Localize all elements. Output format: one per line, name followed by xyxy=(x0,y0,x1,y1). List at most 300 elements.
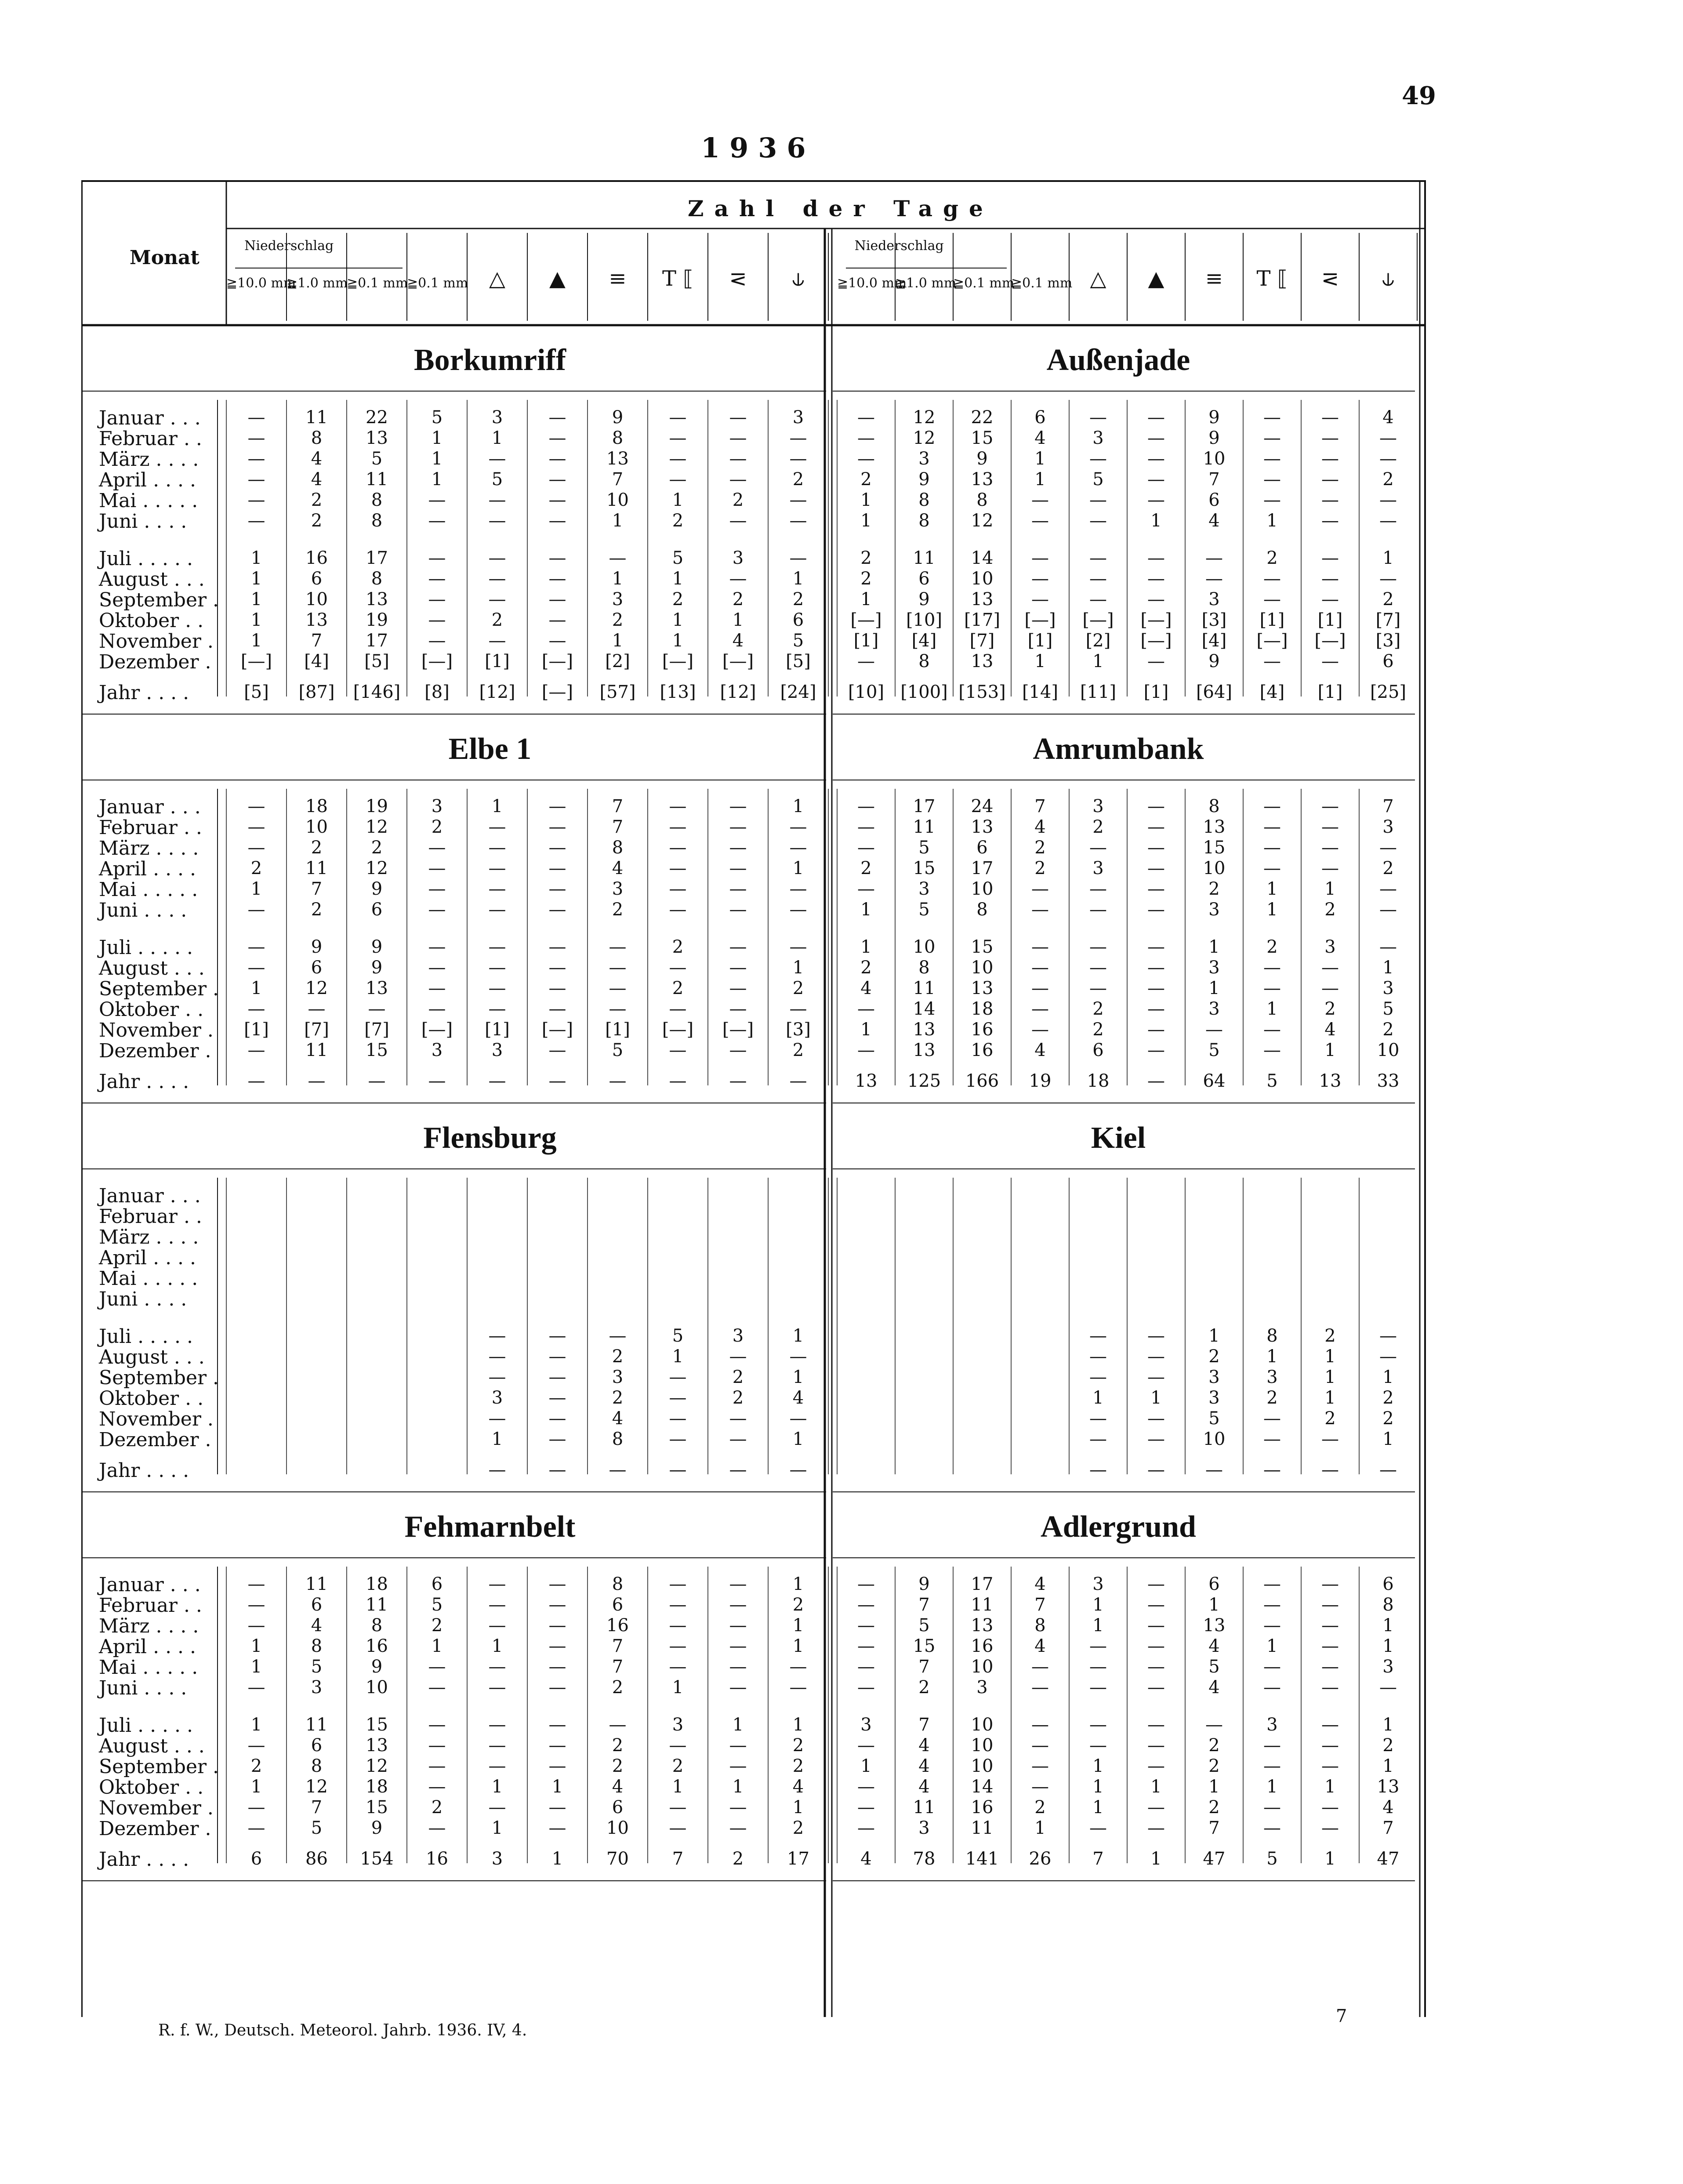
table-cell: 1 xyxy=(491,1636,503,1656)
table-cell: [1] xyxy=(244,1019,269,1040)
table-cell: — xyxy=(729,449,747,469)
table-cell: 1 xyxy=(1382,1429,1394,1449)
table-cell: — xyxy=(729,936,747,957)
table-cell: [—] xyxy=(541,651,573,671)
table-cell: 2 xyxy=(1034,1797,1046,1818)
table-cell: 1 xyxy=(1092,1797,1104,1818)
month-label: September . xyxy=(99,588,219,611)
table-cell: 9 xyxy=(371,1818,383,1838)
table-cell: 4 xyxy=(1034,1574,1046,1594)
table-cell: — xyxy=(1031,900,1049,920)
table-cell: 3 xyxy=(1382,978,1394,998)
table-cell: 3 xyxy=(732,548,744,568)
table-cell: [—] xyxy=(662,651,694,671)
table-cell: — xyxy=(247,1595,265,1615)
table-cell: — xyxy=(729,407,747,428)
table-cell: 9 xyxy=(371,1657,383,1677)
table-cell: — xyxy=(1147,1346,1165,1367)
table-cell: 15 xyxy=(366,1797,388,1818)
table-cell: 47 xyxy=(1203,1849,1226,1869)
month-label: Jahr . . . . xyxy=(99,682,189,704)
header-niederschlag-left: Niederschlag xyxy=(244,238,334,254)
table-cell: — xyxy=(1031,936,1049,957)
table-cell: — xyxy=(729,469,747,490)
table-cell: 1 xyxy=(1092,1595,1104,1615)
table-cell: 9 xyxy=(311,936,323,957)
table-cell: 2 xyxy=(1266,936,1278,957)
table-cell: — xyxy=(1263,1019,1281,1040)
table-cell: — xyxy=(1031,1019,1049,1040)
table-cell: 24 xyxy=(971,796,994,816)
table-cell: — xyxy=(1089,490,1107,510)
table-cell: [1] xyxy=(485,1019,510,1040)
table-cell: 26 xyxy=(1029,1849,1052,1869)
table-cell: [—] xyxy=(240,651,272,671)
table-cell: 1 xyxy=(1208,1595,1220,1615)
table-cell: 5 xyxy=(1208,1657,1220,1677)
table-cell: — xyxy=(729,1797,747,1818)
table-cell: 16 xyxy=(366,1636,388,1656)
table-cell: — xyxy=(669,957,687,978)
table-cell: 1 xyxy=(860,589,872,609)
table-cell: 2 xyxy=(1208,1735,1220,1756)
table-cell: [—] xyxy=(421,1019,453,1040)
table-cell: — xyxy=(1263,589,1281,609)
table-cell: — xyxy=(1321,1429,1339,1449)
table-cell: — xyxy=(1379,879,1397,899)
table-cell: 1 xyxy=(250,548,262,568)
table-cell: 9 xyxy=(918,589,930,609)
table-cell: — xyxy=(548,1797,566,1818)
table-cell: 4 xyxy=(612,1776,624,1797)
table-cell: 1 xyxy=(1092,1776,1104,1797)
table-cell: [—] xyxy=(1024,609,1056,630)
table-cell: 3 xyxy=(431,1040,443,1060)
table-cell: — xyxy=(1147,1657,1165,1677)
table-cell: 2 xyxy=(1208,1797,1220,1818)
table-cell: 2 xyxy=(612,900,624,920)
table-cell: 1 xyxy=(1034,651,1046,671)
table-cell: — xyxy=(669,1615,687,1636)
table-cell: — xyxy=(1147,469,1165,490)
table-cell: 8 xyxy=(918,651,930,671)
table-cell: — xyxy=(548,1818,566,1838)
table-cell: — xyxy=(247,428,265,448)
table-cell: — xyxy=(789,1460,807,1480)
table-cell: 16 xyxy=(971,1019,994,1040)
table-cell: 1 xyxy=(1382,1714,1394,1735)
table-cell: 4 xyxy=(1324,1019,1336,1040)
table-cell: 11 xyxy=(971,1595,994,1615)
table-cell: — xyxy=(428,548,446,568)
table-cell: — xyxy=(1089,978,1107,998)
table-cell: 4 xyxy=(1208,511,1220,531)
table-cell: — xyxy=(729,1346,747,1367)
table-cell: — xyxy=(1321,1615,1339,1636)
table-cell: 8 xyxy=(918,511,930,531)
table-cell: 1 xyxy=(1092,1387,1104,1408)
table-cell: — xyxy=(488,490,506,510)
header-col-left-7: T ⟦ xyxy=(662,266,694,291)
table-cell: — xyxy=(1031,998,1049,1019)
table-cell: — xyxy=(1147,1735,1165,1756)
table-cell: — xyxy=(857,1636,875,1656)
table-cell: [12] xyxy=(479,682,515,703)
table-cell: — xyxy=(729,1429,747,1449)
table-cell: [4] xyxy=(1201,630,1227,651)
table-cell: — xyxy=(1379,838,1397,858)
table-cell: 10 xyxy=(971,957,994,978)
table-cell: 2 xyxy=(1382,858,1394,878)
table-cell: 5 xyxy=(1092,469,1104,490)
table-cell: — xyxy=(428,630,446,651)
table-cell: — xyxy=(488,1735,506,1756)
table-cell: 2 xyxy=(860,469,872,490)
month-label: Mai . . . . . xyxy=(99,1656,198,1679)
table-cell: [—] xyxy=(662,1019,694,1040)
table-cell: — xyxy=(1263,1657,1281,1677)
table-cell: [1] xyxy=(1317,682,1343,703)
table-cell: — xyxy=(548,978,566,998)
table-cell: — xyxy=(669,1429,687,1449)
table-cell: — xyxy=(1263,1460,1281,1480)
table-cell: — xyxy=(1089,1346,1107,1367)
table-cell: — xyxy=(428,900,446,920)
table-cell: 6 xyxy=(1208,490,1220,510)
table-cell: — xyxy=(1031,957,1049,978)
table-cell: — xyxy=(1147,998,1165,1019)
station-title: Borkumriff xyxy=(413,343,566,377)
table-cell: 15 xyxy=(913,858,936,878)
table-cell: [—] xyxy=(1082,609,1114,630)
table-cell: — xyxy=(1263,957,1281,978)
table-cell: — xyxy=(548,1595,566,1615)
month-label: Januar . . . xyxy=(99,1574,201,1596)
table-cell: 13 xyxy=(366,1735,388,1756)
table-cell: — xyxy=(488,589,506,609)
table-cell: 7 xyxy=(1092,1849,1104,1869)
month-label: November . xyxy=(99,630,214,653)
table-cell: 1 xyxy=(1208,1325,1220,1346)
header-col-right-4: △ xyxy=(1090,266,1106,291)
table-cell: 8 xyxy=(612,838,624,858)
header-col-right-5: ▲ xyxy=(1148,266,1164,291)
month-label: Juli . . . . . xyxy=(99,936,193,959)
table-cell: — xyxy=(1321,490,1339,510)
month-label: September . xyxy=(99,1366,219,1389)
table-cell: 10 xyxy=(913,936,936,957)
table-cell: — xyxy=(488,1657,506,1677)
table-cell: 19 xyxy=(366,796,388,816)
table-cell: 1 xyxy=(1092,651,1104,671)
header-col-right-2: ≧0.1 mm xyxy=(953,276,1015,291)
table-cell: — xyxy=(857,449,875,469)
table-cell: 3 xyxy=(1382,817,1394,837)
table-cell: 2 xyxy=(250,1756,262,1776)
table-cell: — xyxy=(1321,957,1339,978)
month-label: Juli . . . . . xyxy=(99,1325,193,1348)
table-cell: — xyxy=(1089,1460,1107,1480)
table-cell: — xyxy=(1031,1756,1049,1776)
station-title: Fehmarnbelt xyxy=(404,1510,576,1544)
table-cell: 1 xyxy=(792,1325,804,1346)
header-col-right-6: ≡ xyxy=(1205,266,1223,291)
table-cell: 1 xyxy=(612,630,624,651)
table-cell: [2] xyxy=(1085,630,1111,651)
table-cell: 9 xyxy=(918,469,930,490)
header-col-right-1: ≧1.0 mm xyxy=(895,276,957,291)
table-cell: — xyxy=(1321,1460,1339,1480)
table-cell: — xyxy=(669,1367,687,1387)
table-cell: 2 xyxy=(1382,589,1394,609)
table-cell: 6 xyxy=(976,838,988,858)
table-cell: — xyxy=(1031,568,1049,589)
table-cell: — xyxy=(729,900,747,920)
table-cell: [5] xyxy=(786,651,811,671)
table-cell: — xyxy=(1089,1325,1107,1346)
table-cell: — xyxy=(1089,511,1107,531)
header-col-right-0: ≧10.0 mm xyxy=(837,276,907,291)
table-cell: 8 xyxy=(1034,1615,1046,1636)
table-cell: — xyxy=(1089,1818,1107,1838)
table-cell: — xyxy=(789,879,807,899)
table-cell: — xyxy=(1147,1325,1165,1346)
table-cell: 1 xyxy=(612,568,624,589)
month-label: Jahr . . . . xyxy=(99,1070,189,1093)
table-cell: — xyxy=(609,548,627,568)
table-cell: 3 xyxy=(612,589,624,609)
table-cell: — xyxy=(729,428,747,448)
table-cell: 1 xyxy=(1266,1346,1278,1367)
table-cell: 2 xyxy=(672,589,684,609)
table-cell: 5 xyxy=(311,1657,323,1677)
table-cell: 1 xyxy=(1324,1776,1336,1797)
table-cell: — xyxy=(1147,900,1165,920)
table-cell: 3 xyxy=(612,1367,624,1387)
table-cell: 11 xyxy=(305,1040,328,1060)
table-cell: — xyxy=(1147,589,1165,609)
table-cell: 1 xyxy=(250,978,262,998)
table-cell: 1 xyxy=(672,1776,684,1797)
table-cell: — xyxy=(1089,1714,1107,1735)
table-cell: — xyxy=(857,1677,875,1698)
table-cell: — xyxy=(669,879,687,899)
table-cell: — xyxy=(1031,879,1049,899)
table-cell: [3] xyxy=(786,1019,811,1040)
table-cell: 11 xyxy=(913,978,936,998)
table-cell: 10 xyxy=(305,817,328,837)
table-cell: 16 xyxy=(426,1849,448,1869)
table-cell: 13 xyxy=(855,1071,878,1092)
table-cell: [24] xyxy=(780,682,816,703)
table-cell: 22 xyxy=(366,407,388,428)
table-cell: 6 xyxy=(431,1574,443,1594)
table-cell: — xyxy=(669,1797,687,1818)
table-cell: [2] xyxy=(605,651,630,671)
table-cell: [—] xyxy=(421,651,453,671)
table-cell: 5 xyxy=(918,838,930,858)
table-cell: — xyxy=(1263,1429,1281,1449)
table-cell: 5 xyxy=(1266,1071,1278,1092)
table-cell: — xyxy=(857,1735,875,1756)
table-cell: [4] xyxy=(304,651,329,671)
table-cell: 10 xyxy=(305,589,328,609)
table-cell: 17 xyxy=(787,1849,809,1869)
table-cell: — xyxy=(548,548,566,568)
table-cell: 70 xyxy=(606,1849,629,1869)
table-cell: [1] xyxy=(1027,630,1053,651)
table-cell: 1 xyxy=(250,609,262,630)
table-cell: 6 xyxy=(1092,1040,1104,1060)
table-cell: 2 xyxy=(431,817,443,837)
table-cell: 6 xyxy=(918,568,930,589)
table-cell: — xyxy=(247,957,265,978)
table-cell: — xyxy=(488,1714,506,1735)
month-label: August . . . xyxy=(99,1346,205,1368)
table-cell: — xyxy=(1321,796,1339,816)
table-cell: — xyxy=(857,651,875,671)
table-cell: — xyxy=(729,1677,747,1698)
table-cell: 3 xyxy=(918,449,930,469)
table-cell: — xyxy=(669,998,687,1019)
table-cell: — xyxy=(1147,1019,1165,1040)
table-cell: — xyxy=(247,1735,265,1756)
table-cell: 3 xyxy=(732,1325,744,1346)
table-cell: — xyxy=(1147,449,1165,469)
table-cell: 11 xyxy=(913,817,936,837)
table-cell: — xyxy=(488,900,506,920)
table-cell: 5 xyxy=(431,407,443,428)
table-cell: — xyxy=(789,1408,807,1429)
table-cell: 2 xyxy=(311,900,323,920)
table-cell: — xyxy=(428,998,446,1019)
table-cell: 7 xyxy=(612,817,624,837)
table-cell: — xyxy=(548,1677,566,1698)
month-label: Jahr . . . . xyxy=(99,1459,189,1482)
table-cell: — xyxy=(1147,957,1165,978)
table-cell: — xyxy=(789,490,807,510)
station-title: Außenjade xyxy=(1046,343,1190,377)
table-cell: 13 xyxy=(1203,817,1226,837)
table-cell: — xyxy=(488,1367,506,1387)
table-cell: 2 xyxy=(792,1756,804,1776)
table-cell: 2 xyxy=(1208,1756,1220,1776)
table-cell: — xyxy=(548,1325,566,1346)
header-col-right-9: ⫝ xyxy=(1382,266,1395,291)
table-cell: 3 xyxy=(491,1387,503,1408)
table-cell: 1 xyxy=(1092,1615,1104,1636)
table-cell: — xyxy=(488,1346,506,1367)
table-cell: 8 xyxy=(311,1636,323,1656)
table-cell: 13 xyxy=(971,651,994,671)
table-cell: 3 xyxy=(612,879,624,899)
table-cell: 5 xyxy=(792,630,804,651)
table-cell: — xyxy=(729,1636,747,1656)
table-cell: — xyxy=(729,998,747,1019)
table-cell: 8 xyxy=(612,1574,624,1594)
table-cell: — xyxy=(729,1408,747,1429)
table-cell: 22 xyxy=(971,407,994,428)
table-cell: — xyxy=(669,817,687,837)
table-cell: — xyxy=(1089,957,1107,978)
table-cell: 8 xyxy=(1382,1595,1394,1615)
table-cell: 10 xyxy=(1203,1429,1226,1449)
month-label: November . xyxy=(99,1408,214,1430)
table-cell: — xyxy=(669,1071,687,1092)
table-cell: [1] xyxy=(1317,609,1343,630)
table-cell: — xyxy=(1089,900,1107,920)
month-label: Juni . . . . xyxy=(99,1288,187,1310)
table-cell: 6 xyxy=(371,900,383,920)
table-cell: 12 xyxy=(366,817,388,837)
table-cell: 2 xyxy=(792,978,804,998)
table-cell: — xyxy=(548,817,566,837)
table-cell: 2 xyxy=(1382,1019,1394,1040)
table-cell: — xyxy=(1089,1735,1107,1756)
table-cell: 1 xyxy=(250,589,262,609)
table-cell: 2 xyxy=(1324,998,1336,1019)
table-cell: — xyxy=(488,1325,506,1346)
table-cell: 1 xyxy=(1266,998,1278,1019)
table-cell: — xyxy=(548,1756,566,1776)
header-zahl-der-tage: Zahl der Tage xyxy=(688,196,994,221)
table-cell: — xyxy=(488,978,506,998)
table-cell: 2 xyxy=(491,609,503,630)
table-cell: 1 xyxy=(250,1657,262,1677)
table-cell: — xyxy=(669,1408,687,1429)
month-label: Jahr . . . . xyxy=(99,1848,189,1871)
table-cell: 13 xyxy=(971,1615,994,1636)
table-cell: — xyxy=(1147,1408,1165,1429)
table-cell: 1 xyxy=(672,609,684,630)
table-cell: — xyxy=(669,407,687,428)
table-cell: [—] xyxy=(850,609,882,630)
table-cell: 2 xyxy=(672,978,684,998)
table-cell: 8 xyxy=(371,511,383,531)
table-cell: 10 xyxy=(971,1756,994,1776)
table-cell: 6 xyxy=(1208,1574,1220,1594)
table-cell: 9 xyxy=(371,936,383,957)
table-cell: — xyxy=(729,568,747,589)
table-cell: 1 xyxy=(1150,1387,1162,1408)
table-cell: 1 xyxy=(250,1714,262,1735)
table-cell: — xyxy=(1321,1818,1339,1838)
table-cell: 8 xyxy=(976,490,988,510)
table-cell: [7] xyxy=(969,630,995,651)
table-cell: 1 xyxy=(792,1574,804,1594)
month-label: April . . . . xyxy=(99,1636,196,1658)
table-cell: — xyxy=(548,1346,566,1367)
table-cell: 2 xyxy=(860,858,872,878)
table-cell: — xyxy=(1321,1636,1339,1656)
table-cell: 9 xyxy=(1208,407,1220,428)
table-cell: — xyxy=(1147,1595,1165,1615)
source-footnote: R. f. W., Deutsch. Meteorol. Jahrb. 1936. IV, 4. xyxy=(158,2021,527,2039)
month-label: Juli . . . . . xyxy=(99,547,193,570)
table-cell: 17 xyxy=(971,1574,994,1594)
table-cell: — xyxy=(488,1460,506,1480)
table-cell: — xyxy=(1147,1071,1165,1092)
table-cell: — xyxy=(428,936,446,957)
table-cell: 3 xyxy=(1208,1387,1220,1408)
table-cell: — xyxy=(1263,651,1281,671)
table-cell: [14] xyxy=(1022,682,1059,703)
table-cell: — xyxy=(669,900,687,920)
table-cell: 5 xyxy=(311,1818,323,1838)
table-cell: — xyxy=(609,1325,627,1346)
table-cell: 16 xyxy=(305,548,328,568)
table-cell: — xyxy=(548,490,566,510)
